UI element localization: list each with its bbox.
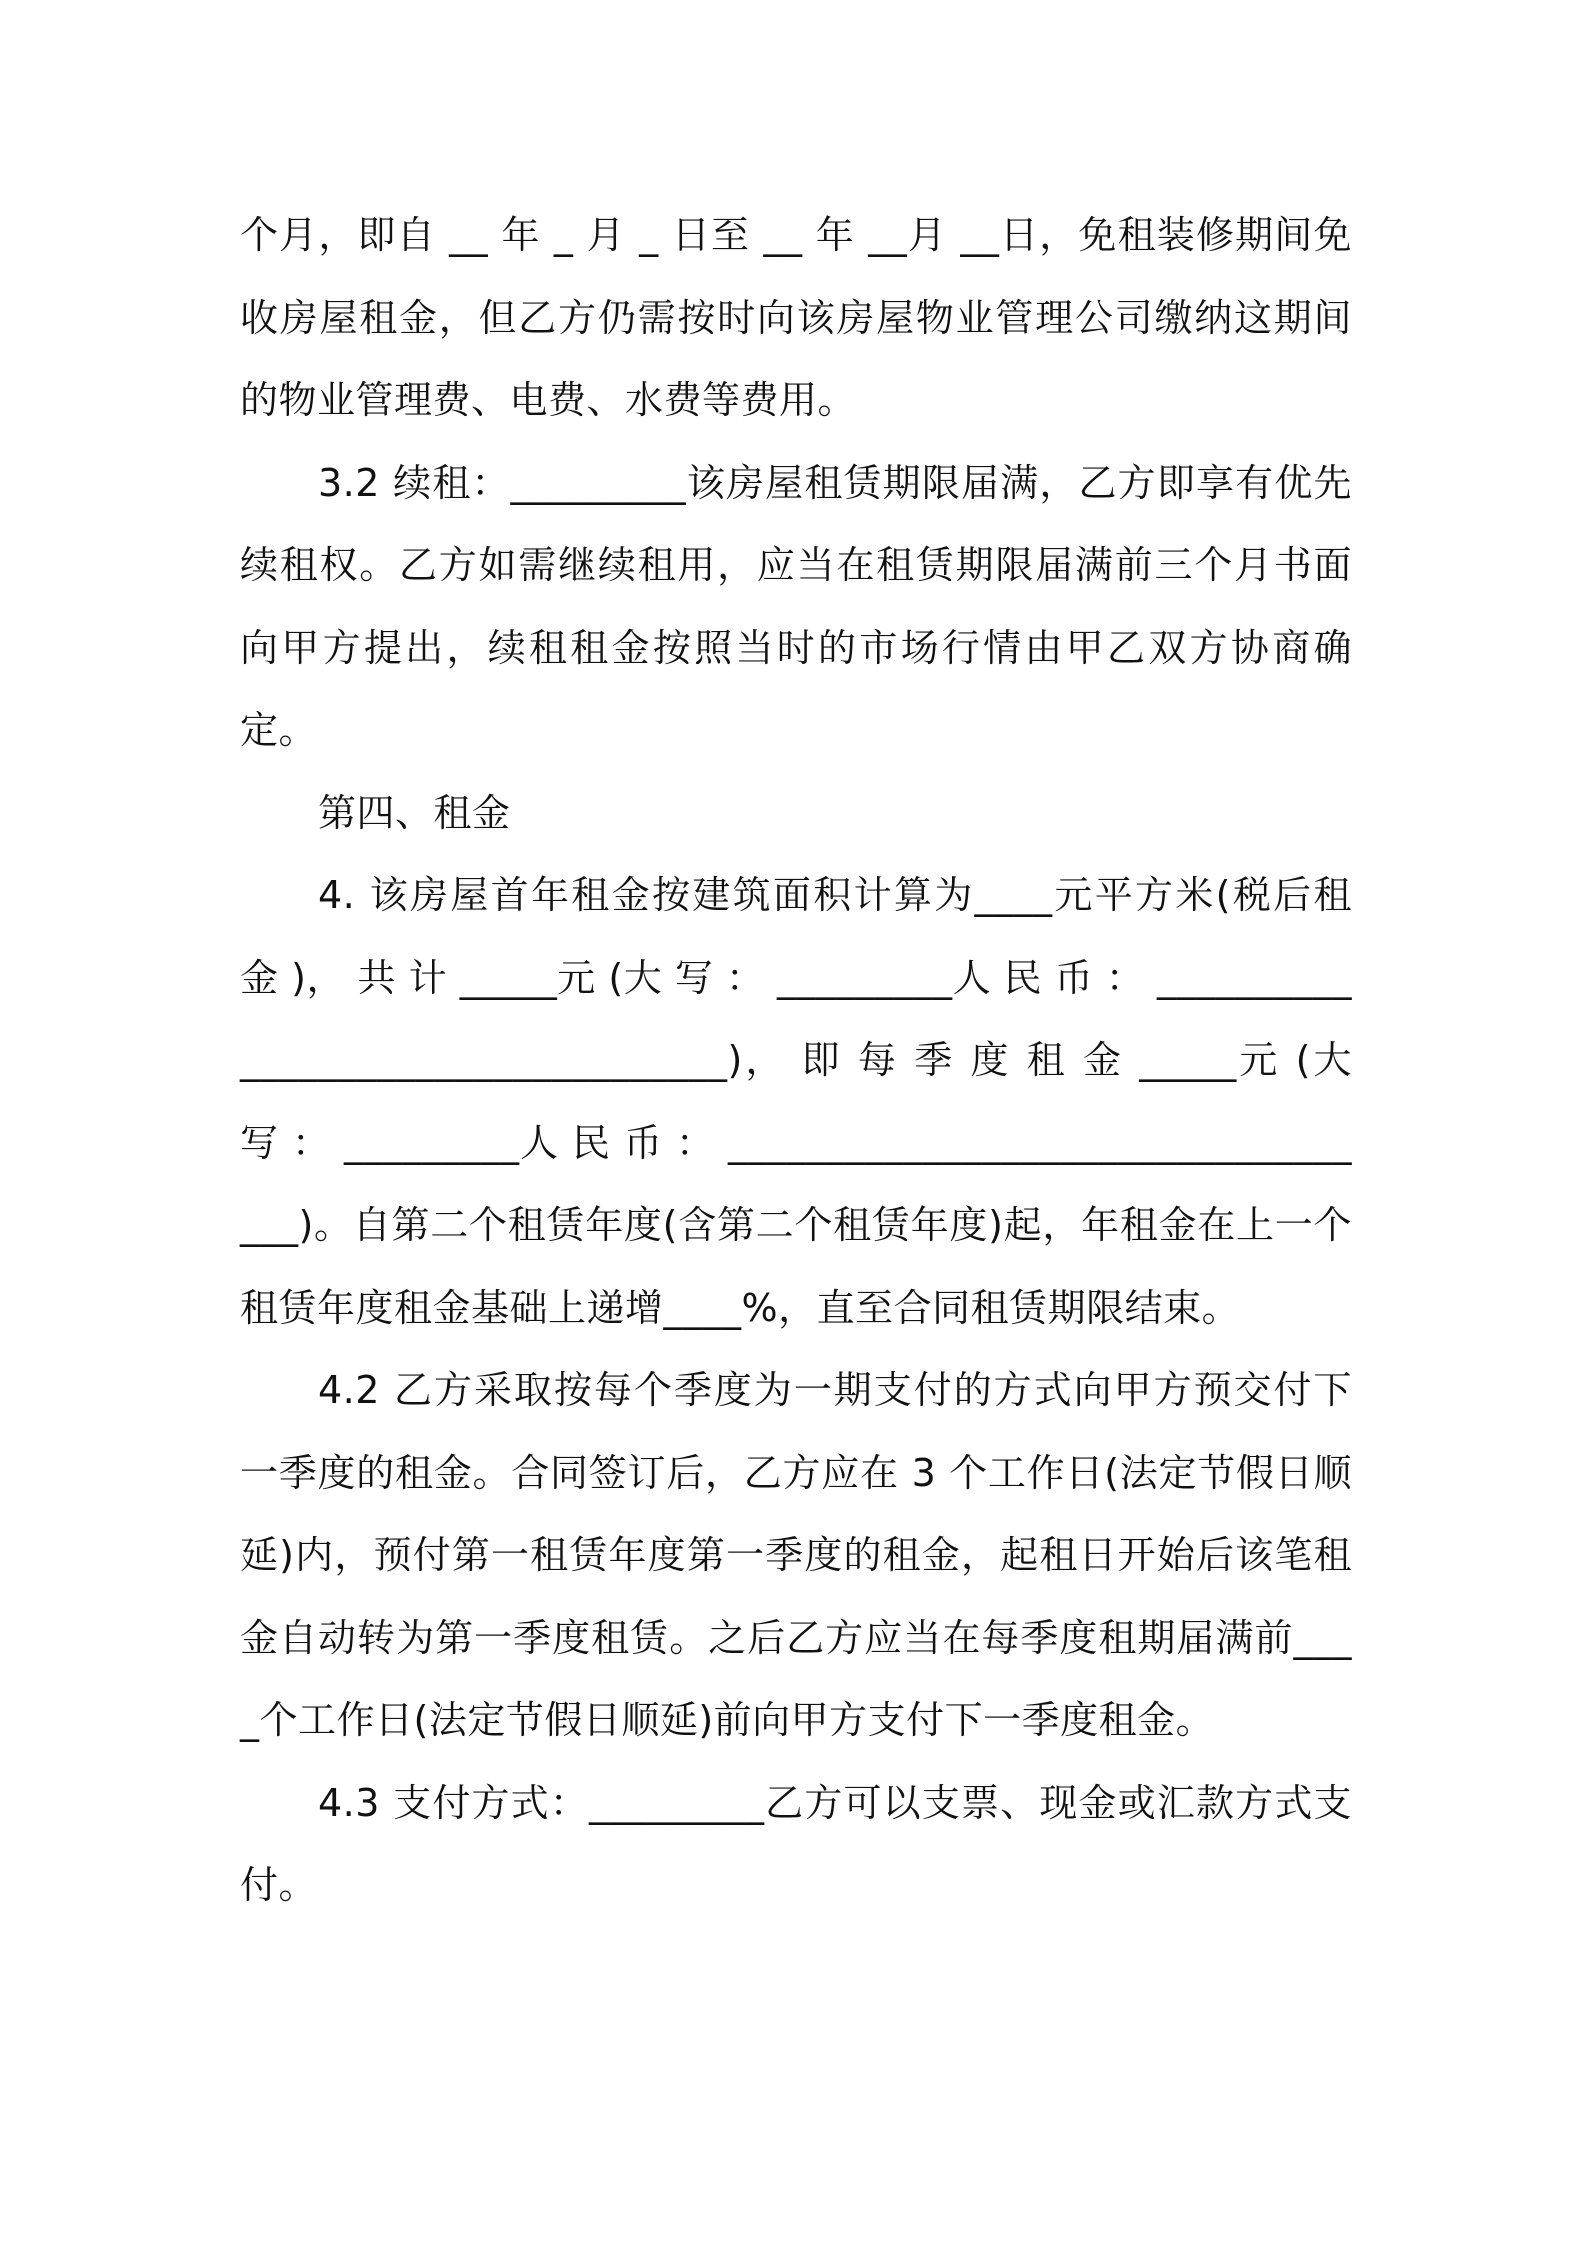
paragraph-payment-schedule: 4.2 乙方采取按每个季度为一期支付的方式向甲方预交付下一季度的租金。合同签订后，乙方应在 3 个工作日(法定节假日顺延)内，预付第一租赁年度第一季度的租金，起租日开始后该笔租金自动转为第一季度租赁。之后乙方应当在每季度租期届满前____个工作日(法定节假日顺延)前向甲方支付下一季度租金。 (240, 1368, 1352, 1742)
paragraph-rent-amount: 4. 该房屋首年租金按建筑面积计算为____元平方米(税后租 金 )， 共 计 _____元 (大 写 ： _________人 民 币 ： ___________________________________)， 即 每 季 度 租 金 _____元 (大 写 ： _________人 民 币 ： ___________________________________)。自第二个租赁年度(含第二个租赁年度)起，年租金在上一个租赁年度租金基础上递增____%，直至合同租赁期限结束。 (240, 873, 1352, 1330)
paragraph-rent-free-period: 个月，即自 __ 年 _ 月 _ 日至 __ 年 __月 __日，免租装修期间免收房屋租金，但乙方仍需按时向该房屋物业管理公司缴纳这期间的物业管理费、电费、水费等费用。 (240, 213, 1352, 422)
document-body (240, 194, 1352, 1927)
paragraph-renewal: 3.2 续租：_________该房屋租赁期限届满，乙方即享有优先续租权。乙方如需继续租用，应当在租赁期限届满前三个月书面向甲方提出，续租租金按照当时的市场行情由甲乙双方协商确定。 (240, 460, 1352, 752)
section-heading-rent: 第四、租金 (318, 790, 511, 835)
paragraph-payment-method: 4.3 支付方式：_________乙方可以支票、现金或汇款方式支付。 (240, 1780, 1352, 1907)
